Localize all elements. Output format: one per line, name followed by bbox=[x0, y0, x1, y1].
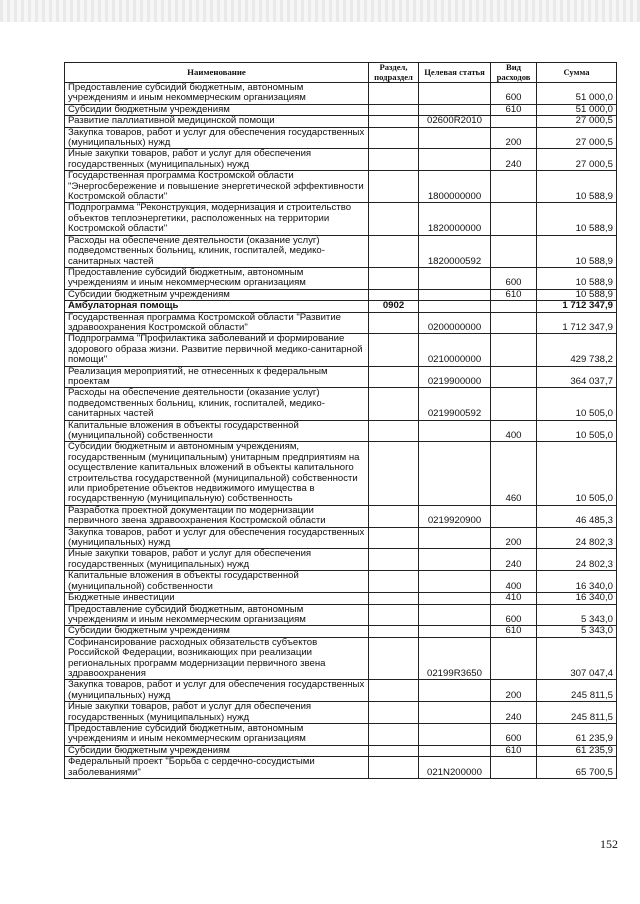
cell-section bbox=[369, 289, 419, 300]
cell-target bbox=[419, 267, 491, 289]
cell-section bbox=[369, 171, 419, 203]
table-row bbox=[65, 83, 617, 105]
cell-sum: 51 000,0 bbox=[537, 104, 617, 115]
cell-sum: 5 343,0 bbox=[537, 626, 617, 637]
table-row bbox=[65, 702, 617, 724]
cell-section bbox=[369, 723, 419, 745]
cell-sum: 27 000,5 bbox=[537, 116, 617, 127]
cell-name: Расходы на обеспечение деятельности (оказание услуг) подведомственных больниц, клиник, госпиталей, медико-санитарных частей bbox=[65, 388, 369, 420]
cell-section bbox=[369, 549, 419, 571]
table-row bbox=[65, 745, 617, 756]
cell-kind: 240 bbox=[491, 702, 537, 724]
cell-sum: 1 712 347,9 bbox=[537, 312, 617, 334]
cell-sum: 245 811,5 bbox=[537, 680, 617, 702]
cell-section bbox=[369, 626, 419, 637]
cell-sum: 10 505,0 bbox=[537, 388, 617, 420]
cell-sum: 429 738,2 bbox=[537, 334, 617, 366]
cell-name: Субсидии бюджетным учреждениям bbox=[65, 104, 369, 115]
cell-name: Субсидии бюджетным и автономным учреждениям, государственным (муниципальным) унитарным предприятиям на осуществление капитальных вложений в объекты капитального строительства государственной (муниципальной) собственности или приобретение объектов недвижимого имущества в государственную (муниципальную) собственность bbox=[65, 442, 369, 505]
table-row bbox=[65, 442, 617, 505]
cell-name: Закупка товаров, работ и услуг для обеспечения государственных (муниципальных) нужд bbox=[65, 527, 369, 549]
table-row bbox=[65, 171, 617, 203]
cell-sum: 307 047,4 bbox=[537, 637, 617, 680]
cell-section bbox=[369, 527, 419, 549]
cell-sum: 24 802,3 bbox=[537, 527, 617, 549]
cell-name: Федеральный проект "Борьба с сердечно-сосудистыми заболеваниями" bbox=[65, 757, 369, 779]
table-row bbox=[65, 637, 617, 680]
table-row bbox=[65, 388, 617, 420]
table-row bbox=[65, 420, 617, 442]
cell-name: Капитальные вложения в объекты государственной (муниципальной) собственности bbox=[65, 571, 369, 593]
cell-name: Закупка товаров, работ и услуг для обеспечения государственных (муниципальных) нужд bbox=[65, 127, 369, 149]
cell-section bbox=[369, 604, 419, 626]
cell-section bbox=[369, 83, 419, 105]
cell-section bbox=[369, 235, 419, 267]
header-target: Целевая статья bbox=[419, 63, 491, 83]
header-row bbox=[65, 63, 617, 83]
cell-sum: 10 588,9 bbox=[537, 289, 617, 300]
cell-name: Государственная программа Костромской области "Развитие здравоохранения Костромской области" bbox=[65, 312, 369, 334]
cell-kind: 610 bbox=[491, 104, 537, 115]
table-row bbox=[65, 757, 617, 779]
cell-kind: 610 bbox=[491, 745, 537, 756]
table-row bbox=[65, 312, 617, 334]
cell-sum: 16 340,0 bbox=[537, 593, 617, 604]
table-row bbox=[65, 593, 617, 604]
cell-kind bbox=[491, 388, 537, 420]
cell-section bbox=[369, 104, 419, 115]
cell-target: 0219900592 bbox=[419, 388, 491, 420]
cell-kind: 600 bbox=[491, 83, 537, 105]
table-row bbox=[65, 267, 617, 289]
cell-target: 1800000000 bbox=[419, 171, 491, 203]
cell-sum: 5 343,0 bbox=[537, 604, 617, 626]
table-row bbox=[65, 366, 617, 388]
cell-section bbox=[369, 127, 419, 149]
cell-name: Капитальные вложения в объекты государственной (муниципальной) собственности bbox=[65, 420, 369, 442]
cell-sum: 65 700,5 bbox=[537, 757, 617, 779]
cell-section bbox=[369, 149, 419, 171]
cell-kind bbox=[491, 235, 537, 267]
cell-sum: 10 588,9 bbox=[537, 171, 617, 203]
cell-target bbox=[419, 549, 491, 571]
table-row bbox=[65, 571, 617, 593]
cell-name: Субсидии бюджетным учреждениям bbox=[65, 289, 369, 300]
cell-target bbox=[419, 442, 491, 505]
cell-name: Предоставление субсидий бюджетным, автономным учреждениям и иным некоммерческим организациям bbox=[65, 267, 369, 289]
cell-sum: 27 000,5 bbox=[537, 149, 617, 171]
cell-sum: 10 505,0 bbox=[537, 442, 617, 505]
cell-kind bbox=[491, 366, 537, 388]
cell-section: 0902 bbox=[369, 301, 419, 312]
cell-name: Закупка товаров, работ и услуг для обеспечения государственных (муниципальных) нужд bbox=[65, 680, 369, 702]
cell-section bbox=[369, 203, 419, 235]
cell-sum: 10 588,9 bbox=[537, 267, 617, 289]
header-section: Раздел, подраздел bbox=[369, 63, 419, 83]
cell-kind bbox=[491, 334, 537, 366]
table-row bbox=[65, 104, 617, 115]
cell-name: Подпрограмма "Реконструкция, модернизация и строительство объектов теплоэнергетики, расположенных на территории Костромской области" bbox=[65, 203, 369, 235]
cell-sum: 10 588,9 bbox=[537, 235, 617, 267]
cell-name: Субсидии бюджетным учреждениям bbox=[65, 745, 369, 756]
header-name: Наименование bbox=[65, 63, 369, 83]
cell-target: 0219900000 bbox=[419, 366, 491, 388]
cell-kind bbox=[491, 505, 537, 527]
cell-target: 0210000000 bbox=[419, 334, 491, 366]
cell-name: Развитие паллиативной медицинской помощи bbox=[65, 116, 369, 127]
cell-name: Бюджетные инвестиции bbox=[65, 593, 369, 604]
table-row bbox=[65, 334, 617, 366]
cell-section bbox=[369, 312, 419, 334]
table-row bbox=[65, 604, 617, 626]
cell-kind bbox=[491, 637, 537, 680]
cell-section bbox=[369, 680, 419, 702]
table-row bbox=[65, 301, 617, 312]
cell-kind: 240 bbox=[491, 549, 537, 571]
table-row bbox=[65, 235, 617, 267]
cell-section bbox=[369, 571, 419, 593]
cell-section bbox=[369, 334, 419, 366]
cell-target bbox=[419, 83, 491, 105]
cell-kind: 400 bbox=[491, 420, 537, 442]
cell-target bbox=[419, 420, 491, 442]
cell-target bbox=[419, 702, 491, 724]
cell-target bbox=[419, 604, 491, 626]
cell-sum: 364 037,7 bbox=[537, 366, 617, 388]
cell-target bbox=[419, 527, 491, 549]
table-row bbox=[65, 680, 617, 702]
cell-kind: 400 bbox=[491, 571, 537, 593]
cell-section bbox=[369, 757, 419, 779]
cell-name: Предоставление субсидий бюджетным, автономным учреждениям и иным некоммерческим организациям bbox=[65, 723, 369, 745]
cell-target bbox=[419, 127, 491, 149]
cell-target: 02600R2010 bbox=[419, 116, 491, 127]
cell-target bbox=[419, 149, 491, 171]
header-kind: Вид расходов bbox=[491, 63, 537, 83]
cell-section bbox=[369, 366, 419, 388]
cell-target: 0219920900 bbox=[419, 505, 491, 527]
cell-name: Разработка проектной документации по модернизации первичного звена здравоохранения Костромской области bbox=[65, 505, 369, 527]
cell-target bbox=[419, 301, 491, 312]
cell-section bbox=[369, 745, 419, 756]
cell-name: Предоставление субсидий бюджетным, автономным учреждениям и иным некоммерческим организациям bbox=[65, 604, 369, 626]
cell-kind: 600 bbox=[491, 604, 537, 626]
cell-target bbox=[419, 745, 491, 756]
cell-sum: 27 000,5 bbox=[537, 127, 617, 149]
cell-target: 1820000000 bbox=[419, 203, 491, 235]
table-row bbox=[65, 127, 617, 149]
cell-name: Подпрограмма "Профилактика заболеваний и формирование здорового образа жизни. Развитие первичной медико-санитарной помощи" bbox=[65, 334, 369, 366]
table-row bbox=[65, 289, 617, 300]
cell-target bbox=[419, 723, 491, 745]
cell-section bbox=[369, 116, 419, 127]
cell-sum: 245 811,5 bbox=[537, 702, 617, 724]
cell-target bbox=[419, 571, 491, 593]
cell-kind bbox=[491, 203, 537, 235]
cell-target bbox=[419, 680, 491, 702]
table-row bbox=[65, 203, 617, 235]
cell-kind: 600 bbox=[491, 267, 537, 289]
header-sum: Сумма bbox=[537, 63, 617, 83]
cell-section bbox=[369, 267, 419, 289]
cell-section bbox=[369, 442, 419, 505]
table-row bbox=[65, 505, 617, 527]
cell-name: Расходы на обеспечение деятельности (оказание услуг) подведомственных больниц, клиник, госпиталей, медико-санитарных частей bbox=[65, 235, 369, 267]
scan-edge bbox=[0, 0, 640, 22]
cell-target: 1820000592 bbox=[419, 235, 491, 267]
cell-target bbox=[419, 593, 491, 604]
cell-sum: 61 235,9 bbox=[537, 745, 617, 756]
page-number: 152 bbox=[600, 837, 618, 851]
cell-sum: 16 340,0 bbox=[537, 571, 617, 593]
cell-name: Амбулаторная помощь bbox=[65, 301, 369, 312]
table-row bbox=[65, 723, 617, 745]
cell-kind bbox=[491, 757, 537, 779]
cell-sum: 46 485,3 bbox=[537, 505, 617, 527]
cell-target bbox=[419, 104, 491, 115]
table-row bbox=[65, 116, 617, 127]
cell-section bbox=[369, 420, 419, 442]
cell-section bbox=[369, 637, 419, 680]
cell-name: Реализация мероприятий, не отнесенных к федеральным проектам bbox=[65, 366, 369, 388]
cell-sum: 10 588,9 bbox=[537, 203, 617, 235]
cell-kind bbox=[491, 116, 537, 127]
cell-kind bbox=[491, 312, 537, 334]
table-row bbox=[65, 527, 617, 549]
cell-name: Софинансирование расходных обязательств субъектов Российской Федерации, возникающих при реализации региональных программ модернизации первичного звена здравоохранения bbox=[65, 637, 369, 680]
cell-section bbox=[369, 702, 419, 724]
cell-section bbox=[369, 593, 419, 604]
cell-kind: 240 bbox=[491, 149, 537, 171]
cell-name: Субсидии бюджетным учреждениям bbox=[65, 626, 369, 637]
table-row bbox=[65, 626, 617, 637]
cell-kind bbox=[491, 301, 537, 312]
cell-section bbox=[369, 388, 419, 420]
cell-name: Иные закупки товаров, работ и услуг для обеспечения государственных (муниципальных) нужд bbox=[65, 549, 369, 571]
cell-name: Предоставление субсидий бюджетным, автономным учреждениям и иным некоммерческим организациям bbox=[65, 83, 369, 105]
cell-sum: 61 235,9 bbox=[537, 723, 617, 745]
table-row bbox=[65, 149, 617, 171]
cell-kind: 200 bbox=[491, 127, 537, 149]
cell-target: 021N200000 bbox=[419, 757, 491, 779]
cell-kind: 600 bbox=[491, 723, 537, 745]
cell-kind: 610 bbox=[491, 626, 537, 637]
cell-name: Государственная программа Костромской области "Энергосбережение и повышение энергетической эффективности Костромской области" bbox=[65, 171, 369, 203]
cell-kind: 200 bbox=[491, 527, 537, 549]
cell-sum: 1 712 347,9 bbox=[537, 301, 617, 312]
cell-kind: 460 bbox=[491, 442, 537, 505]
cell-sum: 10 505,0 bbox=[537, 420, 617, 442]
table-header bbox=[65, 63, 617, 83]
budget-table-container bbox=[64, 62, 616, 779]
cell-kind: 410 bbox=[491, 593, 537, 604]
cell-target bbox=[419, 626, 491, 637]
budget-table bbox=[64, 62, 617, 779]
table-body bbox=[65, 83, 617, 779]
cell-target: 02199R3650 bbox=[419, 637, 491, 680]
cell-target bbox=[419, 289, 491, 300]
table-row bbox=[65, 549, 617, 571]
cell-sum: 24 802,3 bbox=[537, 549, 617, 571]
cell-kind: 610 bbox=[491, 289, 537, 300]
cell-target: 0200000000 bbox=[419, 312, 491, 334]
cell-name: Иные закупки товаров, работ и услуг для обеспечения государственных (муниципальных) нужд bbox=[65, 702, 369, 724]
cell-sum: 51 000,0 bbox=[537, 83, 617, 105]
cell-kind bbox=[491, 171, 537, 203]
cell-section bbox=[369, 505, 419, 527]
cell-name: Иные закупки товаров, работ и услуг для обеспечения государственных (муниципальных) нужд bbox=[65, 149, 369, 171]
cell-kind: 200 bbox=[491, 680, 537, 702]
